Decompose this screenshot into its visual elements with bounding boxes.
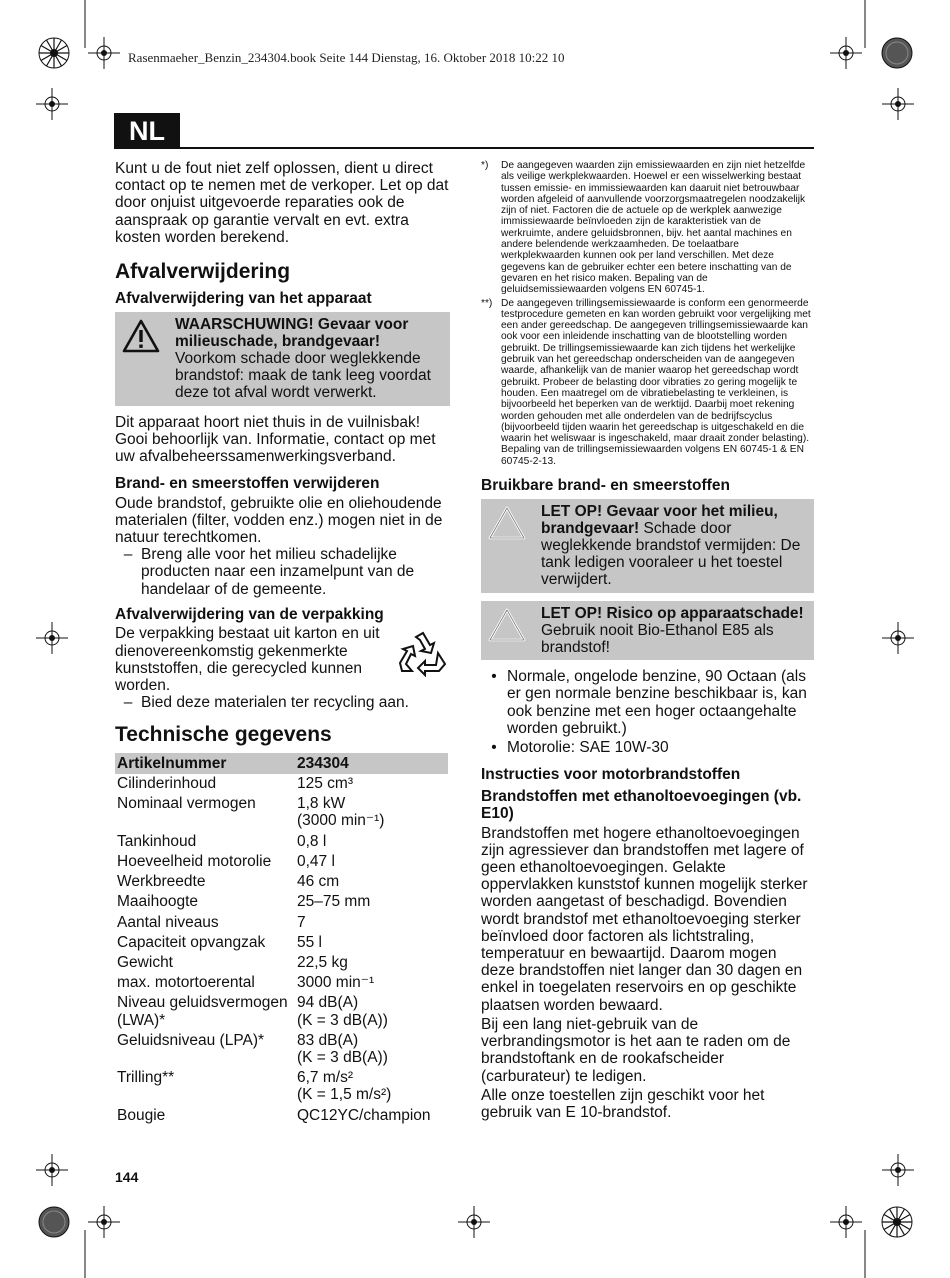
header-rule: [180, 147, 814, 149]
spec-row: Aantal niveaus 7: [117, 913, 306, 931]
warning-bold: WAARSCHUWING! Gevaar voor milieuschade, brandgevaar!: [175, 315, 409, 350]
intro-paragraph: Kunt u de fout niet zelf oplossen, dient u direct contact op te nemen met de verkoper. Let op dat door onjuist uitgevoerde reparaties ook de aanspraak op garantie vervalt en evt. extra kosten worden berekend.: [115, 160, 449, 246]
spec-row: Niveau geluidsvermogen (LWA)* 94 dB(A) (K = 3 dB(A)): [117, 994, 388, 1029]
spec-row: Gewicht 22,5 kg: [117, 953, 348, 971]
language-tab: NL: [114, 113, 180, 149]
spec-row: max. motortoerental 3000 min⁻¹: [117, 974, 375, 992]
caution-triangle-icon: [487, 503, 527, 589]
device-disposal-text: Dit apparaat hoort niet thuis in de vuilnisbak! Gooi behoorlijk van. Informatie, contact op met uw afvalbeheerssamenwerkingsverband.: [115, 413, 436, 465]
recycle-icon: [398, 625, 450, 694]
spec-row: Tankinhoud 0,8 l: [117, 832, 327, 850]
ethanol-paragraph-2: Bij een lang niet-gebruik van de verbrandingsmotor is het aan te raden om de brandstoftank en de rookafscheider (carburateur) te ledigen.: [481, 1015, 791, 1085]
warning-box: [115, 312, 450, 406]
tech-data-heading: Technische gegevens: [115, 723, 332, 747]
caution-triangle-icon: [487, 605, 527, 657]
spec-table: [115, 753, 448, 1125]
packaging-block: [115, 625, 450, 694]
ethanol-paragraph-1: Brandstoffen met hogere ethanoltoevoegingen zijn agressiever dan brandstoffen met lagere of geen ethanoltoevoegingen. Gelakte oppervlakken kunststof kunnen mogelijk sterker worden aangetast of beschadigd. Bovendien wordt brandstof met ethanoltoevoeging sterker beïnvloed door factoren als lichtstraling, temperatuur en bewaartijd. Daarom mogen deze brandstoffen niet langer dan 30 dagen en enkel in toegelaten reservoirs en op geschikte plaatsen worden bewaard.: [481, 824, 808, 1014]
spec-row: Cilinderinhoud 125 cm³: [117, 775, 353, 793]
warning-triangle-icon: [121, 316, 161, 402]
file-header: Rasenmaeher_Benzin_234304.book Seite 144 Dienstag, 16. Oktober 2018 10:22 10: [128, 50, 565, 65]
packaging-subheading: Afvalverwijdering van de verpakking: [115, 605, 384, 623]
device-disposal-subheading: Afvalverwijdering van het apparaat: [115, 290, 372, 308]
fuel-bullet: • Normale, ongelode benzine, 90 Octaan (als er gen normale benzine beschikbaar is, kan ook benzine met een hoger octaangehalte worden gebruikt.): [491, 668, 807, 737]
spec-row: Nominaal vermogen 1,8 kW (3000 min⁻¹): [117, 795, 385, 830]
oil-bullet: • Motorolie: SAE 10W-30: [491, 738, 669, 756]
warning-text: Voorkom schade door weglekkende brandstof: maak de tank leeg voordat deze tot afval wordt verwerkt.: [175, 349, 431, 402]
page-number: 144: [115, 1169, 139, 1185]
fuel-instructions-subheading: Instructies voor motorbrandstoffen: [481, 766, 741, 784]
disposal-heading: Afvalverwijdering: [115, 260, 291, 284]
left-column: [115, 160, 450, 1125]
spec-row: Capaciteit opvangzak 55 l: [117, 933, 322, 951]
spec-row: Werkbreedte 46 cm: [117, 873, 340, 891]
footnote-vibration: **) De aangegeven trillingsemissiewaarde is conform een genormeerde testprocedure gemeten en kan worden gebruikt voor vergelijking met een ander gereedschap. De aangegeven trillingsemissiewaarde kan ook voor een inleidende inschatting van de blootstelling worden gebruikt. De trillingsemissiewaarde kan zich tijdens het werkelijke gebruik van het gereedschap onderscheiden van de aangegeven waarde, afhankelijk van de manier waarop het gereedschap wordt gebruikt. Probeer de belasting door vibraties zo gering mogelijk te houden. Een maatregel om de vibratiebelasting te verkleinen, is bijvoorbeeld het beperken van de werktijd. Daarbij moet rekening worden gehouden met alle onderdelen van de bedrijfscyclus (bijvoorbeeld tijden waarin het gereedschap is uitgeschakeld en die waarin het weliswaar is ingeschakeld, maar draait zonder belasting). Bepaling van de trillingsemissiewaarden volgens EN 60745-1 & EN 60745-2-13.: [481, 297, 811, 467]
spec-row: Bougie QC12YC/champion: [117, 1106, 431, 1124]
caution-box-environment: LET OP! Gevaar voor het milieu, brandgevaar! Schade door weglekkende brandstof vermijden: De tank ledigen vooraleer u het toestel verwijdert.: [481, 499, 814, 593]
spec-row: Maaihoogte 25–75 mm: [117, 893, 371, 911]
packaging-dash-item: – Bied deze materialen ter recycling aan.: [123, 694, 409, 712]
fuel-disposal-text: Oude brandstof, gebruikte olie en oliehoudende materialen (filter, vodden enz.) mogen niet in de natuur terechtkomen.: [115, 494, 443, 547]
spec-row: Trilling** 6,7 m/s² (K = 1,5 m/s²): [117, 1069, 392, 1104]
usable-fuels-subheading: Bruikbare brand- en smeerstoffen: [481, 477, 730, 495]
spec-header-row: Artikelnummer 234304: [115, 753, 448, 773]
caution-box-device: LET OP! Risico op apparaatschade! Gebruik nooit Bio-Ethanol E85 als brandstof!: [481, 601, 814, 661]
packaging-text: De verpakking bestaat uit karton en uit dienovereenkomstig gekenmerkte kunststoffen, die gerecycled kunnen worden.: [115, 625, 380, 694]
ethanol-subheading: Brandstoffen met ethanoltoevoegingen (vb. E10): [481, 787, 802, 823]
fuel-dash-item: – Breng alle voor het milieu schadelijke producten naar een inzamelpunt van de handelaar of de gemeente.: [123, 546, 415, 598]
footnote-emission: *) De aangegeven waarden zijn emissiewaarden en zijn niet hetzelfde als veilige werkplekwaarden. Hoewel er een wisselwerking bestaat tussen emissie- en immissiewaarden kan daaruit niet betrouwbaar worden afgeleid of aanvullende voorzorgsmaatregelen noodzakelijk zijn of niet. Factoren die de actuele op de werkplek aanwezige immissiewaarde beïnvloeden zijn de karakteristiek van de werkruimte, andere geluidsbronnen, bijv. het aantal machines en andere belendende werkzaamheden. De toelaatbare werkplekwaarden kunnen ook per land verschillen. Met deze gegevens kan de gebruiker echter een betere inschatting van de gevaren en het risico maken. Bepaling van de geluidsemissiewaarden volgens EN 60745-1.: [481, 160, 806, 296]
right-column: [481, 160, 814, 1121]
spec-row: Geluidsniveau (LPA)* 83 dB(A) (K = 3 dB(A)): [117, 1031, 388, 1066]
ethanol-paragraph-3: Alle onze toestellen zijn geschikt voor het gebruik van E 10-brandstof.: [481, 1086, 765, 1121]
fuel-disposal-subheading: Brand- en smeerstoffen verwijderen: [115, 475, 380, 493]
spec-row: Hoeveelheid motorolie 0,47 l: [117, 852, 335, 870]
